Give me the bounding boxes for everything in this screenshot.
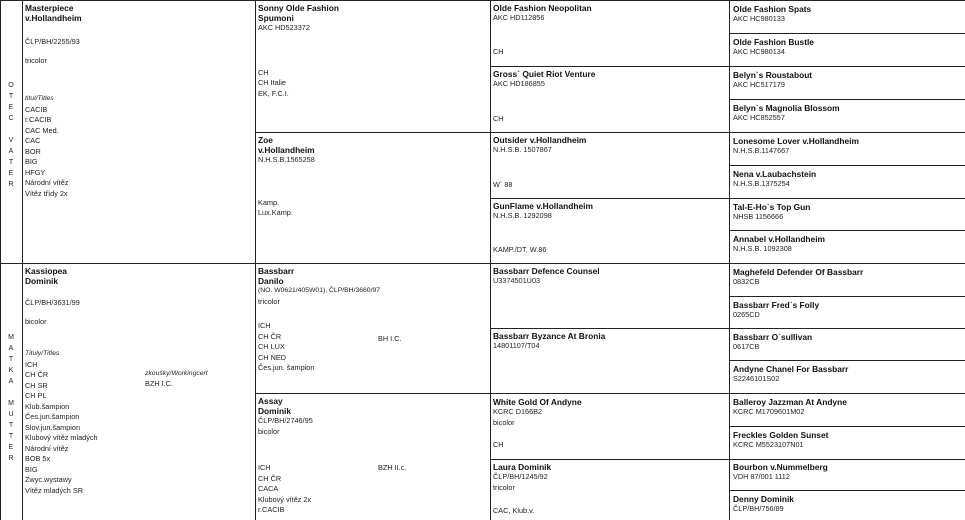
sire-titles-heading: titul/Titles [25, 95, 54, 102]
divider-gen2 [255, 0, 256, 520]
dog-name: Olde Fashion Neopolitan [493, 3, 592, 13]
dam-kennel: Dominik [25, 276, 59, 286]
gen4-cell-11 [733, 332, 963, 360]
divider-s15 [729, 490, 965, 491]
dog-reg: KCRC M1709601M02 [733, 407, 805, 416]
dog-title: CH LUX [258, 342, 285, 351]
dog-name: Bassbarr O`sullivan [733, 332, 813, 342]
divider-q3 [255, 393, 965, 394]
side-letter: M [8, 400, 14, 407]
dam-title: ICH [25, 359, 38, 369]
side-letter: A [8, 148, 14, 155]
dog-kennel: Danilo [258, 276, 284, 286]
dog-reg: ČLP/BH/2746/95 [258, 416, 313, 425]
dog-title: W` 88 [493, 180, 513, 189]
dog-reg: 14801107/T04 [493, 341, 540, 350]
side-letter [1, 387, 21, 398]
dog-kennel: Spumoni [258, 13, 294, 23]
side-letter: T [8, 93, 14, 100]
dog-reg: AKC HC852557 [733, 113, 785, 122]
divider-e3 [490, 198, 965, 199]
dog-title: r.CACIB [258, 505, 285, 514]
gen4-cell-9 [733, 267, 963, 295]
dog-reg: S2246101S02 [733, 374, 780, 383]
dog-kennel: Dominik [258, 406, 292, 416]
dam-name: Kassiopea [25, 266, 67, 276]
dog-name: Bourbon v.Nummelberg [733, 462, 828, 472]
dam-exam-value: BZH I.C. [145, 379, 173, 388]
dog-title: CH NED [258, 352, 286, 362]
dog-exam: BH I.C. [378, 334, 402, 343]
dog-reg: N.H.S.B.1147667 [733, 146, 790, 155]
dog-name: Outsider v.Hollandheim [493, 135, 587, 145]
divider-s11 [729, 360, 965, 361]
dog-title: CACA [258, 484, 279, 493]
gen4-cell-3 [733, 70, 963, 98]
gen4-cell-6 [733, 169, 963, 197]
dam-reg: ČLP/BH/3631/99 [25, 298, 80, 307]
dog-name: Assay [258, 396, 283, 406]
side-letter: O [8, 82, 14, 89]
dog-title: CH [493, 114, 504, 123]
sire-color: tricolor [25, 55, 47, 65]
side-letter: A [8, 345, 14, 352]
dog-reg: KCRC M5523107N01 [733, 440, 804, 449]
gen4-cell-16 [733, 494, 963, 520]
dam-title: Vítěz mladých SR [25, 485, 83, 495]
dam-sire-cell [258, 266, 488, 392]
dog-title: CH [493, 440, 504, 449]
side-letter: C [8, 115, 14, 122]
dog-name: Balleroy Jazzman At Andyne [733, 397, 847, 407]
dog-name: Olde Fashion Spats [733, 4, 812, 14]
gen4-cell-14 [733, 430, 963, 458]
sire-title: BOR [25, 146, 41, 156]
divider-sire-dam [0, 263, 965, 264]
dog-kennel: v.Hollandheim [258, 145, 315, 155]
dam-title: CH ČR [25, 370, 49, 379]
sire-dam-cell [258, 135, 488, 261]
dam-title: BIG [25, 464, 38, 474]
dam-cell [25, 266, 253, 520]
sire-title: Národní vítěz [25, 178, 69, 187]
dog-reg: N.H.S.B. 1507867 [493, 145, 552, 154]
side-letter: T [8, 159, 14, 166]
dog-title: CH ČR [258, 331, 282, 341]
gen3-cell-7 [493, 397, 727, 458]
side-letter: T [8, 433, 14, 440]
gen4-cell-1 [733, 4, 963, 32]
dog-name: Belyn`s Magnolia Blossom [733, 103, 840, 113]
dog-name: Sonny Olde Fashion [258, 3, 339, 13]
dam-title: CH SR [25, 380, 48, 390]
dog-title: CH Italie [258, 78, 286, 87]
dam-side-label [1, 332, 21, 464]
sire-reg: ČLP/BH/2255/93 [25, 37, 80, 46]
dam-dam-cell [258, 396, 488, 520]
dog-name: Tal-E-Ho`s Top Gun [733, 202, 811, 212]
dog-reg: KCRC D166B2 [493, 407, 543, 416]
dog-name: Laura Dominik [493, 462, 552, 472]
dog-reg: ČLP/BH/1245/92 [493, 472, 548, 481]
gen3-cell-8 [493, 462, 727, 520]
divider-e7 [490, 459, 965, 460]
divider-side [22, 0, 23, 520]
sire-sire-cell [258, 3, 488, 131]
dog-title: CH ČR [258, 473, 282, 483]
divider-e1 [490, 66, 965, 67]
dog-reg: AKC HD186855 [493, 79, 545, 88]
gen4-cell-15 [733, 462, 963, 490]
sire-name: Masterpiece [25, 3, 74, 13]
dam-title: CH PL [25, 391, 47, 400]
divider-s9 [729, 296, 965, 297]
dog-name: Gross` Quiet Riot Venture [493, 69, 596, 79]
dog-title: CAC, Klub.v. [493, 506, 535, 515]
gen4-cell-7 [733, 202, 963, 230]
sire-title: r.CACIB [25, 115, 52, 124]
dog-reg: N.H.S.B. 1092308 [733, 244, 792, 253]
gen3-cell-4 [493, 201, 727, 261]
dog-name: Bassbarr [258, 266, 295, 276]
dog-reg: N.H.S.B.1565258 [258, 155, 315, 164]
dog-reg: AKC HD523372 [258, 23, 310, 32]
dog-reg: VDH 87/001 1112 [733, 472, 790, 481]
dog-color: bicolor [258, 426, 280, 436]
dog-title: Lux.Kamp. [258, 208, 293, 217]
dog-reg: U3374501U03 [493, 276, 541, 285]
dog-reg: NHSB 1156666 [733, 212, 784, 221]
dog-name: Denny Dominik [733, 494, 794, 504]
side-letter: V [8, 137, 14, 144]
divider-s13 [729, 426, 965, 427]
dog-reg: 0265CD [733, 310, 760, 319]
dog-title: Kamp. [258, 197, 280, 207]
dog-name: Annabel v.Hollandheim [733, 234, 825, 244]
dog-title: CH [258, 67, 269, 77]
gen4-cell-12 [733, 364, 963, 392]
side-letter: R [8, 455, 14, 462]
dam-titles-heading: Tituly/Titles [25, 350, 60, 357]
dog-name: Zoe [258, 135, 273, 145]
gen3-cell-5 [493, 266, 727, 327]
dog-reg: ČLP/BH/756/89 [733, 504, 784, 513]
dog-reg: AKC HD112856 [493, 13, 545, 22]
dog-name: White Gold Of Andyne [493, 397, 582, 407]
dog-color: tricolor [258, 296, 280, 306]
dog-name: Andyne Chanel For Bassbarr [733, 364, 849, 374]
border-top [0, 0, 965, 1]
divider-gen3 [490, 0, 491, 520]
dog-title: EK, F.C.I. [258, 88, 289, 98]
dam-title: Klub.šampion [25, 401, 70, 411]
dog-name: Lonesome Lover v.Hollandheim [733, 136, 859, 146]
side-letter: U [8, 411, 14, 418]
gen3-cell-1 [493, 3, 727, 65]
side-letter: K [8, 367, 14, 374]
gen4-cell-4 [733, 103, 963, 131]
divider-q1 [255, 132, 965, 133]
gen4-cell-8 [733, 234, 963, 262]
sire-title: HFGY [25, 167, 46, 177]
dog-color: bicolor [493, 417, 515, 427]
dog-title: Klubový vítěz 2x [258, 494, 312, 504]
sire-side-label [1, 80, 21, 190]
dog-reg: AKC HC980133 [733, 14, 785, 23]
dam-title: BOB 5x [25, 454, 51, 463]
dam-exam-heading: zkoušky/Workingcert [145, 370, 208, 377]
side-letter: T [8, 422, 14, 429]
dog-name: Belyn`s Roustabout [733, 70, 813, 80]
side-letter: R [8, 181, 14, 188]
side-letter: A [8, 378, 14, 385]
dog-title: CH [493, 47, 504, 56]
dog-title: Čes.jun. šampion [258, 363, 315, 372]
divider-gen4 [729, 0, 730, 520]
sire-title: CAC [25, 136, 41, 145]
dog-name: Freckles Golden Sunset [733, 430, 829, 440]
dog-name: Nena v.Laubachstein [733, 169, 817, 179]
dog-exam: BZH II.c. [378, 463, 407, 472]
divider-s3 [729, 99, 965, 100]
side-letter: M [8, 334, 14, 341]
sire-cell [25, 3, 253, 261]
dam-color: bicolor [25, 316, 47, 326]
dog-reg: N.H.S.B.1375254 [733, 179, 790, 188]
dog-title: ICH [258, 463, 271, 472]
side-letter: T [8, 356, 14, 363]
side-letter: E [8, 444, 14, 451]
dog-name: GunFlame v.Hollandheim [493, 201, 593, 211]
dog-name: Olde Fashion Bustle [733, 37, 814, 47]
dog-reg: AKC HC517179 [733, 80, 785, 89]
dog-reg: 0832CB [733, 277, 760, 286]
dog-name: Bassbarr Fred`s Folly [733, 300, 820, 310]
dog-color: tricolor [493, 482, 515, 492]
dog-reg: AKC HC980134 [733, 47, 785, 56]
gen4-cell-2 [733, 37, 963, 65]
divider-s1 [729, 33, 965, 34]
dam-title: Čes.jun.šampion [25, 412, 80, 421]
sire-title: Vítěz třídy 2x [25, 188, 68, 198]
sire-title: CACIB [25, 104, 48, 114]
dam-title: Zwyc.wystawy [25, 475, 72, 484]
dam-title: Klubový vítěz mladých [25, 433, 98, 442]
sire-kennel: v.Hollandheim [25, 13, 82, 23]
gen3-cell-2 [493, 69, 727, 131]
dog-reg: (NO. W0621/405W01), ČLP/BH/3660/97 [258, 287, 381, 294]
gen4-cell-10 [733, 300, 963, 328]
dog-reg: 0617CB [733, 342, 760, 351]
dog-name: Bassbarr Byzance At Bronia [493, 331, 606, 341]
divider-s7 [729, 230, 965, 231]
divider-e5 [490, 328, 965, 329]
dog-title: KAMP./DT, W.86 [493, 245, 547, 254]
side-letter [1, 124, 21, 135]
side-letter: E [8, 170, 14, 177]
sire-title: CAC Med. [25, 125, 59, 135]
side-letter: E [8, 104, 14, 111]
dam-title: Slov.jun.šampion [25, 422, 81, 432]
gen4-cell-13 [733, 397, 963, 425]
dog-name: Bassbarr Defence Counsel [493, 266, 600, 276]
dog-title: ICH [258, 321, 271, 330]
divider-s5 [729, 165, 965, 166]
dog-reg: N.H.S.B. 1292098 [493, 211, 552, 220]
gen4-cell-5 [733, 136, 963, 164]
sire-title: BIG [25, 157, 38, 166]
dog-name: Maghefeld Defender Of Bassbarr [733, 267, 864, 277]
dam-title: Národní vítěz [25, 443, 69, 453]
gen3-cell-3 [493, 135, 727, 197]
gen3-cell-6 [493, 331, 727, 392]
